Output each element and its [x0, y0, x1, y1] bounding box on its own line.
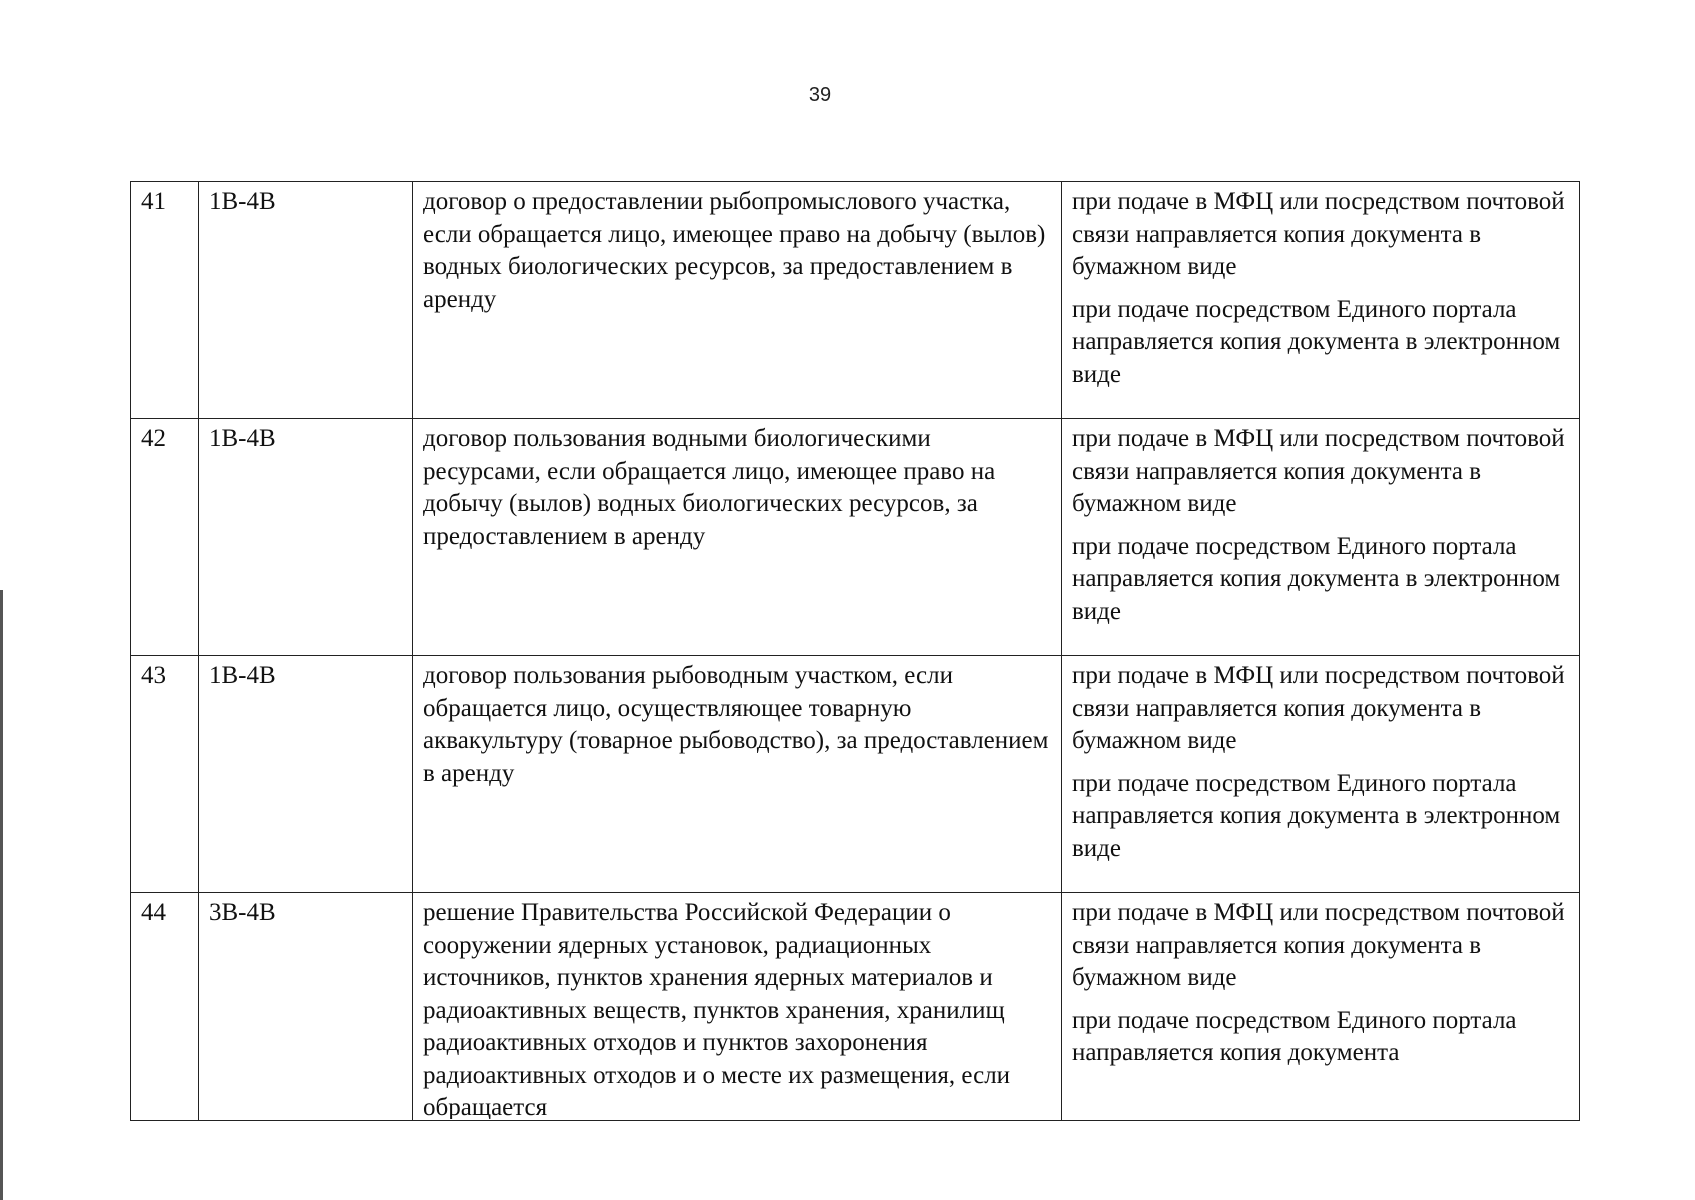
row-note — [1062, 656, 1580, 893]
row-number: 42 — [131, 419, 199, 656]
note-electronic: при подаче посредством Единого портала направляется копия документа — [1072, 1006, 1517, 1066]
table-row — [131, 419, 1580, 656]
row-code: 1В-4В — [199, 419, 413, 656]
note-paper: при подаче в МФЦ или посредством почтовой связи направляется копия документа в бумажном виде — [1072, 188, 1565, 280]
note-electronic: при подаче посредством Единого портала направляется копия документа в электронном виде — [1072, 769, 1561, 862]
row-document: договор пользования рыбоводным участком, если обращается лицо, осуществляющее товарную аквакультуру (товарное рыбоводство), за предоставлением в аренду — [413, 656, 1062, 893]
table-row — [131, 656, 1580, 893]
row-number: 43 — [131, 656, 199, 893]
documents-table — [130, 181, 1580, 1121]
row-number: 41 — [131, 182, 199, 419]
row-document: договор о предоставлении рыбопромыслового участка, если обращается лицо, имеющее право на добычу (вылов) водных биологических ресурсов, за предоставлением в аренду — [413, 182, 1062, 419]
row-number: 44 — [131, 893, 199, 1121]
row-code: 1В-4В — [199, 182, 413, 419]
row-code: 1В-4В — [199, 656, 413, 893]
note-electronic: при подаче посредством Единого портала направляется копия документа в электронном виде — [1072, 532, 1561, 625]
note-electronic: при подаче посредством Единого портала направляется копия документа в электронном виде — [1072, 295, 1561, 388]
page-number: 39 — [808, 84, 832, 106]
row-note — [1062, 419, 1580, 656]
row-document-text: решение Правительства Российской Федерации о сооружении ядерных установок, радиационных источников, пунктов хранения ядерных материалов и радиоактивных веществ, пунктов хранения, хранилищ радиоактивных отходов и пунктов захоронения радиоактивных отходов и о месте их размещения, если обращается — [423, 899, 1011, 1119]
note-paper: при подаче в МФЦ или посредством почтовой связи направляется копия документа в бумажном виде — [1072, 425, 1565, 517]
row-document: договор пользования водными биологическими ресурсами, если обращается лицо, имеющее право на добычу (вылов) водных биологических ресурсов, за предоставлением в аренду — [413, 419, 1062, 656]
table-row — [131, 893, 1580, 1121]
scan-edge-line — [0, 590, 3, 1200]
note-paper: при подаче в МФЦ или посредством почтовой связи направляется копия документа в бумажном виде — [1072, 899, 1565, 991]
note-paper: при подаче в МФЦ или посредством почтовой связи направляется копия документа в бумажном виде — [1072, 662, 1565, 754]
row-code: 3В-4В — [199, 893, 413, 1121]
row-note — [1062, 893, 1580, 1121]
table-row — [131, 182, 1580, 419]
row-note — [1062, 182, 1580, 419]
row-document — [413, 893, 1062, 1121]
